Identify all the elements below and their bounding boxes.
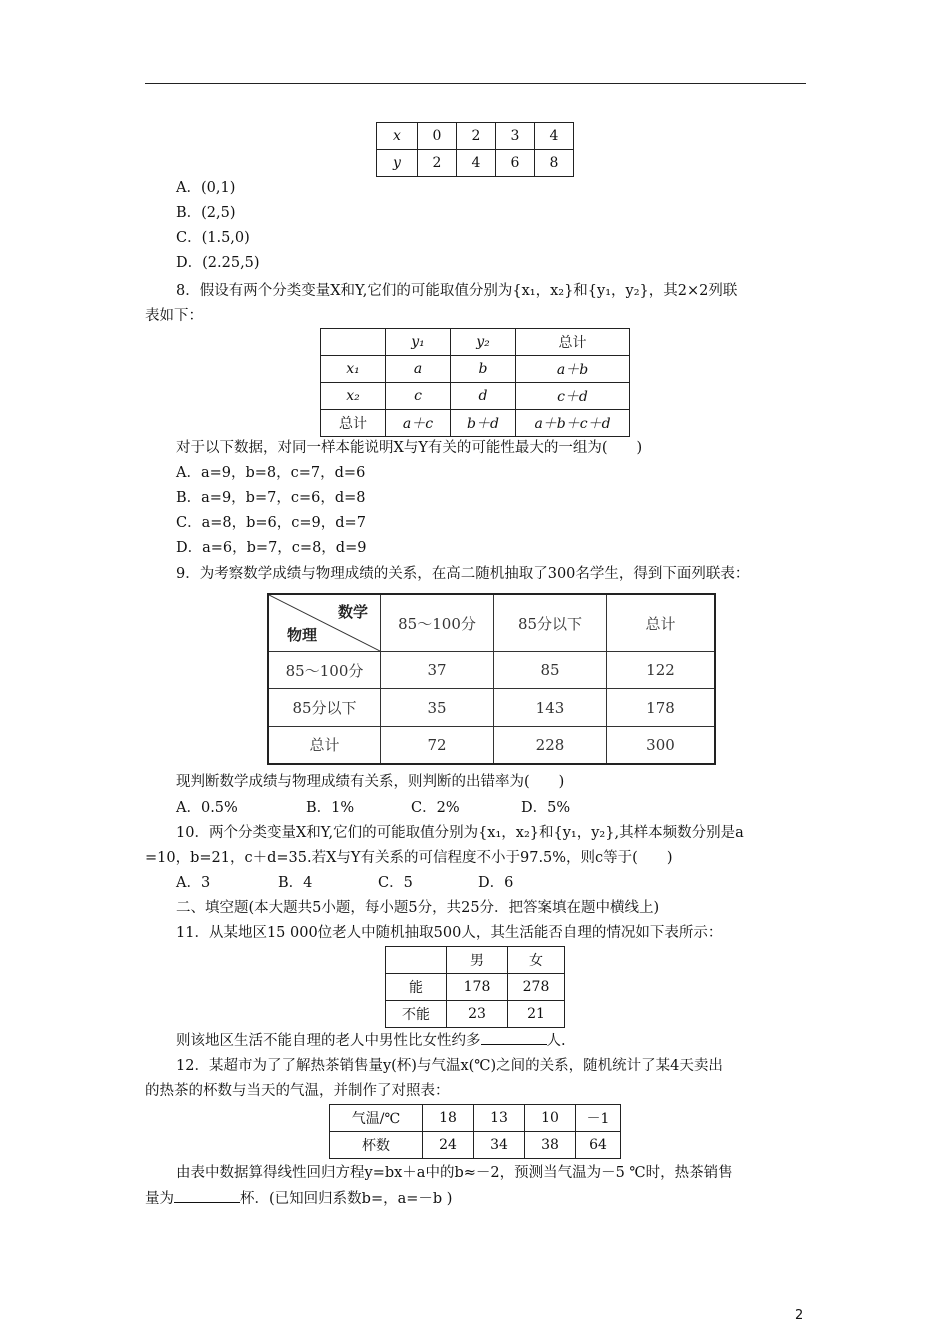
table-cell: 24 — [423, 1132, 474, 1159]
q8-option-a: A．a=9，b=8，c=7，d=6 — [176, 465, 366, 481]
q7-option-b: B．(2,5) — [176, 205, 236, 221]
table-cell: 2 — [457, 123, 496, 150]
q10-option-d: D．6 — [478, 875, 514, 891]
table-cell: 178 — [607, 689, 716, 727]
table-cell: 13 — [474, 1105, 525, 1132]
table-cell — [516, 410, 630, 437]
q11-answer-line — [176, 1030, 566, 1051]
table-cell: 21 — [508, 1001, 565, 1028]
cell-text: d — [478, 388, 488, 404]
q10-stem-line2: =10，b=21，c＋d=35.若X与Y有关系的可信程度不小于97.5%，则c等于( ) — [145, 850, 673, 866]
table-cell: 23 — [447, 1001, 508, 1028]
cell-text: b＋d — [467, 416, 499, 432]
cell-text: a — [413, 361, 423, 377]
q7-option-d: D．(2.25,5) — [176, 255, 260, 271]
cell-text: b — [478, 361, 488, 377]
table-cell: －1 — [576, 1105, 621, 1132]
table-cell: 总计 — [516, 329, 630, 356]
table-row — [330, 1132, 621, 1159]
corner-cell — [268, 594, 381, 652]
table-row — [377, 123, 574, 150]
q8-question: 对于以下数据，对同一样本能说明X与Y有关的可能性最大的一组为( ) — [176, 440, 643, 456]
table-cell: 143 — [494, 689, 607, 727]
q8-stem-line1: 8．假设有两个分类变量X和Y,它们的可能取值分别为{x₁，x₂}和{y₁，y₂}，其2×2列联 — [176, 283, 738, 299]
q8-option-c: C．a=8，b=6，c=9，d=7 — [176, 515, 366, 531]
table-cell — [321, 329, 386, 356]
table-row — [386, 947, 565, 974]
q9-option-d: D．5% — [521, 800, 571, 816]
table-row — [321, 356, 630, 383]
table-cell: 能 — [386, 974, 447, 1001]
table-cell: 122 — [607, 652, 716, 689]
table-cell — [386, 383, 451, 410]
table-cell — [386, 329, 451, 356]
section-heading: 二、填空题(本大题共5小题，每小题5分，共25分．把答案填在题中横线上) — [176, 900, 660, 916]
page-number: 2 — [795, 1308, 804, 1323]
table-row — [268, 594, 715, 652]
table-cell: 38 — [525, 1132, 576, 1159]
table-cell: 4 — [457, 150, 496, 177]
cell-text: c — [414, 388, 422, 404]
q9-option-b: B．1% — [306, 800, 355, 816]
table-cell — [377, 150, 418, 177]
q7-option-a: A．(0,1) — [176, 180, 236, 196]
q8-stem-line2: 表如下： — [145, 308, 203, 324]
table-cell — [386, 947, 447, 974]
table-cell: 女 — [508, 947, 565, 974]
table-cell: 10 — [525, 1105, 576, 1132]
table-cell: 杯数 — [330, 1132, 423, 1159]
cell-text: a＋b＋c＋d — [534, 416, 611, 432]
table-cell: 85～100分 — [268, 652, 381, 689]
cell-text: x₂ — [346, 388, 360, 404]
table-cell: 2 — [418, 150, 457, 177]
q12-stem-line1: 12．某超市为了了解热茶销售量y(杯)与气温x(℃)之间的关系，随机统计了某4天卖出 — [176, 1058, 723, 1074]
header-rule — [145, 83, 806, 84]
q9-stem: 9．为考察数学成绩与物理成绩的关系，在高二随机抽取了300名学生，得到下面列联表： — [176, 566, 750, 582]
q11-answer-suffix: 人. — [546, 1033, 566, 1049]
q8-table — [320, 328, 630, 437]
q10-stem-line1: 10．两个分类变量X和Y,它们的可能取值分别为{x₁，x₂}和{y₁，y₂},其样本频数分别是a — [176, 825, 744, 841]
table-cell — [451, 410, 516, 437]
table-header-cell: 85～100分 — [381, 594, 494, 652]
q8-option-d: D．a=6，b=7，c=8，d=9 — [176, 540, 367, 556]
table-cell: 0 — [418, 123, 457, 150]
table-cell: 总计 — [321, 410, 386, 437]
table-cell: 4 — [535, 123, 574, 150]
q12-stem-line4 — [145, 1188, 452, 1209]
table-cell: 278 — [508, 974, 565, 1001]
table-cell: 18 — [423, 1105, 474, 1132]
q10-option-b: B．4 — [278, 875, 313, 891]
table-cell: 178 — [447, 974, 508, 1001]
table-cell — [451, 383, 516, 410]
q12-table — [329, 1104, 621, 1159]
table-cell: 6 — [496, 150, 535, 177]
table-row — [321, 410, 630, 437]
table-cell — [321, 383, 386, 410]
table-cell: 37 — [381, 652, 494, 689]
cell-text: a＋b — [556, 362, 589, 378]
table-cell: 总计 — [268, 727, 381, 764]
corner-bottom-label: 物理 — [287, 626, 318, 644]
table-row — [386, 974, 565, 1001]
table-cell: 72 — [381, 727, 494, 764]
q8-option-b: B．a=9，b=7，c=6，d=8 — [176, 490, 366, 506]
corner-top-label: 数学 — [337, 603, 368, 621]
table-cell — [321, 356, 386, 383]
q10-option-c: C．5 — [378, 875, 413, 891]
cell-text: x — [393, 128, 401, 144]
q9-option-a: A．0.5% — [176, 800, 238, 816]
cell-text: y — [393, 155, 401, 171]
cell-text: y₂ — [476, 334, 490, 350]
table-cell: 8 — [535, 150, 574, 177]
table-cell — [516, 356, 630, 383]
table-header-cell: 85分以下 — [494, 594, 607, 652]
q11-table — [385, 946, 565, 1028]
cell-text: x₁ — [346, 361, 360, 377]
q11-answer-prefix: 则该地区生活不能自理的老人中男性比女性约多 — [176, 1033, 481, 1049]
q12-answer-blank[interactable] — [174, 1188, 240, 1203]
table-cell — [451, 329, 516, 356]
table-row — [377, 150, 574, 177]
table-cell — [386, 356, 451, 383]
table-cell — [377, 123, 418, 150]
q10-option-a: A．3 — [176, 875, 211, 891]
cell-text: a＋c — [402, 416, 434, 432]
table-cell — [451, 356, 516, 383]
table-cell: 35 — [381, 689, 494, 727]
table-cell: 34 — [474, 1132, 525, 1159]
table-cell: 3 — [496, 123, 535, 150]
table-cell: 不能 — [386, 1001, 447, 1028]
table-cell: 228 — [494, 727, 607, 764]
table-row — [268, 727, 715, 764]
cell-text: c＋d — [557, 389, 588, 405]
table-row — [321, 329, 630, 356]
table-header-cell: 总计 — [607, 594, 716, 652]
table-cell: 气温/℃ — [330, 1105, 423, 1132]
q7-option-c: C．(1.5,0) — [176, 230, 250, 246]
q11-stem: 11．从某地区15 000位老人中随机抽取500人，其生活能否自理的情况如下表所示： — [176, 925, 723, 941]
table-row — [321, 383, 630, 410]
table-cell: 85分以下 — [268, 689, 381, 727]
q9-option-c: C．2% — [411, 800, 460, 816]
table-cell: 64 — [576, 1132, 621, 1159]
table-cell — [516, 383, 630, 410]
table-cell — [386, 410, 451, 437]
table-row — [386, 1001, 565, 1028]
q12-line4-suffix: 杯．(已知回归系数b=，a=－b ) — [240, 1191, 453, 1207]
table-cell: 男 — [447, 947, 508, 974]
q12-stem-line3: 由表中数据算得线性回归方程y=bx＋a中的b≈－2，预测当气温为－5 ℃时，热茶销售 — [176, 1165, 733, 1181]
q9-question: 现判断数学成绩与物理成绩有关系，则判断的出错率为( ) — [176, 774, 565, 790]
q12-line4-prefix: 量为 — [145, 1191, 174, 1207]
cell-text: y₁ — [411, 334, 425, 350]
table-cell: 300 — [607, 727, 716, 764]
q7-table — [376, 122, 574, 177]
table-row — [268, 689, 715, 727]
q11-answer-blank[interactable] — [481, 1030, 547, 1045]
q9-table — [267, 593, 716, 765]
table-row — [330, 1105, 621, 1132]
table-cell: 85 — [494, 652, 607, 689]
table-row — [268, 652, 715, 689]
q12-stem-line2: 的热茶的杯数与当天的气温，并制作了对照表： — [145, 1083, 450, 1099]
